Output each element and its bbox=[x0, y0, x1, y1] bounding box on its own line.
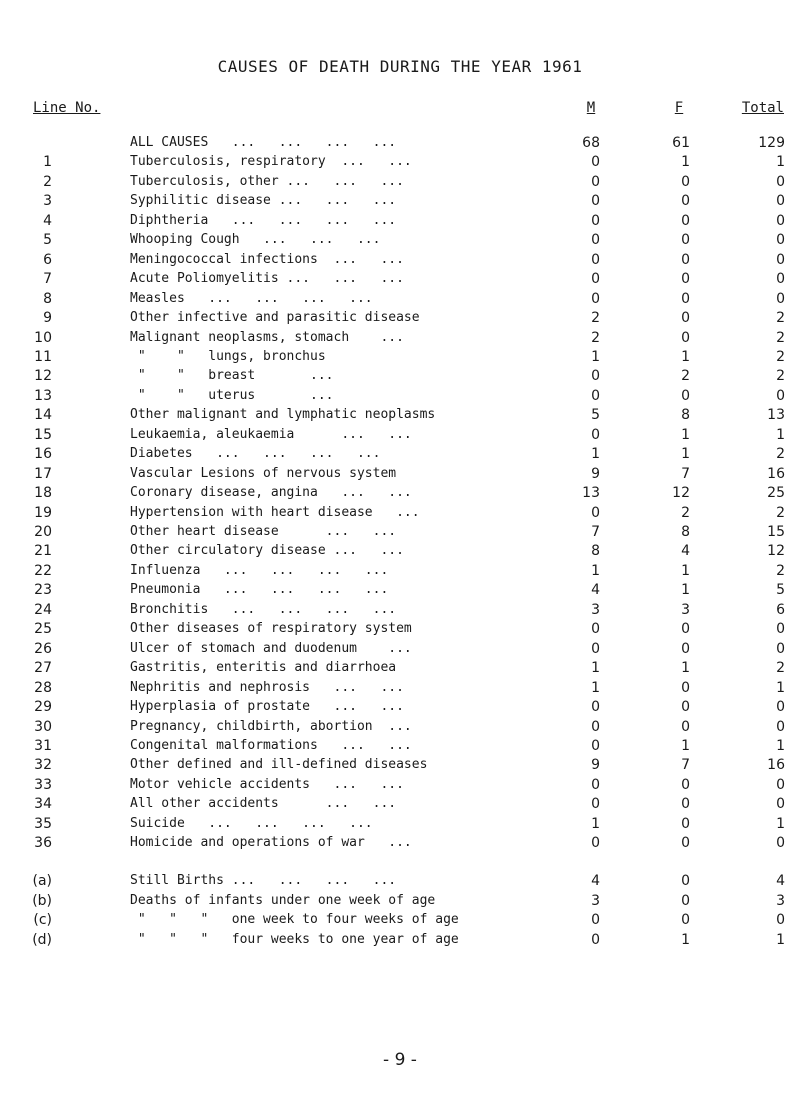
table-row bbox=[0, 659, 800, 677]
table-row bbox=[0, 892, 800, 910]
cause-label: " " breast ... bbox=[130, 368, 334, 383]
male-count: 0 bbox=[591, 291, 600, 307]
cause-label: Coronary disease, angina ... ... bbox=[130, 485, 412, 500]
total-count: 0 bbox=[776, 388, 785, 404]
line-number: 32 bbox=[34, 757, 52, 773]
total-count: 0 bbox=[776, 252, 785, 268]
table-row bbox=[0, 348, 800, 366]
cause-label: Other malignant and lymphatic neoplasms bbox=[130, 407, 436, 422]
cause-label: " " " one week to four weeks of age bbox=[130, 912, 459, 927]
total-count: 0 bbox=[776, 912, 785, 928]
total-count: 4 bbox=[776, 873, 785, 889]
total-count: 16 bbox=[767, 757, 785, 773]
total-count: 5 bbox=[776, 582, 785, 598]
female-count: 1 bbox=[681, 563, 690, 579]
line-number: 23 bbox=[34, 582, 52, 598]
male-count: 0 bbox=[591, 505, 600, 521]
female-count: 0 bbox=[681, 388, 690, 404]
line-number: 17 bbox=[34, 466, 52, 482]
female-count: 2 bbox=[681, 368, 690, 384]
cause-label: Other defined and ill-defined diseases bbox=[130, 757, 428, 772]
total-count: 0 bbox=[776, 213, 785, 229]
table-row bbox=[0, 445, 800, 463]
female-count: 0 bbox=[681, 719, 690, 735]
table-row bbox=[0, 776, 800, 794]
table-row bbox=[0, 329, 800, 347]
male-count: 0 bbox=[591, 213, 600, 229]
total-count: 2 bbox=[776, 310, 785, 326]
line-number: 16 bbox=[34, 446, 52, 462]
line-number: 9 bbox=[43, 310, 52, 326]
cause-label: Diabetes ... ... ... ... bbox=[130, 446, 381, 461]
male-count: 5 bbox=[591, 407, 600, 423]
table-row bbox=[0, 911, 800, 929]
table-row bbox=[0, 581, 800, 599]
cause-label: Other circulatory disease ... ... bbox=[130, 543, 404, 558]
female-count: 0 bbox=[681, 796, 690, 812]
total-count: 0 bbox=[776, 291, 785, 307]
cause-label: Pregnancy, childbirth, abortion ... bbox=[130, 719, 412, 734]
page-title: CAUSES OF DEATH DURING THE YEAR 1961 bbox=[217, 57, 583, 76]
total-count: 12 bbox=[767, 543, 785, 559]
female-count: 0 bbox=[681, 816, 690, 832]
table-row bbox=[0, 426, 800, 444]
table-row bbox=[0, 212, 800, 230]
cause-label: Other heart disease ... ... bbox=[130, 524, 397, 539]
header-female: F bbox=[674, 100, 684, 116]
line-number: (a) bbox=[32, 873, 52, 889]
cause-label: Hyperplasia of prostate ... ... bbox=[130, 699, 404, 714]
male-count: 0 bbox=[591, 252, 600, 268]
line-number: 33 bbox=[34, 777, 52, 793]
total-count: 2 bbox=[776, 446, 785, 462]
line-number: 24 bbox=[34, 602, 52, 618]
table-row bbox=[0, 737, 800, 755]
table-row bbox=[0, 192, 800, 210]
total-count: 15 bbox=[767, 524, 785, 540]
male-count: 0 bbox=[591, 427, 600, 443]
female-count: 1 bbox=[681, 582, 690, 598]
table-row bbox=[0, 620, 800, 638]
female-count: 3 bbox=[681, 602, 690, 618]
table-row bbox=[0, 367, 800, 385]
cause-label: Influenza ... ... ... ... bbox=[130, 563, 389, 578]
line-number: 36 bbox=[34, 835, 52, 851]
female-count: 0 bbox=[681, 174, 690, 190]
line-number: 15 bbox=[34, 427, 52, 443]
line-number: 3 bbox=[43, 193, 52, 209]
table-row bbox=[0, 465, 800, 483]
table-row bbox=[0, 270, 800, 288]
cause-label: Malignant neoplasms, stomach ... bbox=[130, 330, 404, 345]
line-number: 19 bbox=[34, 505, 52, 521]
female-count: 1 bbox=[681, 154, 690, 170]
female-count: 0 bbox=[681, 680, 690, 696]
total-count: 1 bbox=[776, 738, 785, 754]
male-count: 13 bbox=[582, 485, 600, 501]
female-count: 7 bbox=[681, 757, 690, 773]
table-row bbox=[0, 542, 800, 560]
table-row bbox=[0, 698, 800, 716]
total-count: 0 bbox=[776, 232, 785, 248]
header-total: Total bbox=[741, 100, 784, 116]
table-row bbox=[0, 153, 800, 171]
male-count: 0 bbox=[591, 641, 600, 657]
table-row bbox=[0, 834, 800, 852]
cause-label: Meningococcal infections ... ... bbox=[130, 252, 404, 267]
female-count: 1 bbox=[681, 349, 690, 365]
line-number: 14 bbox=[34, 407, 52, 423]
cause-label: Deaths of infants under one week of age bbox=[130, 893, 436, 908]
table-row bbox=[0, 601, 800, 619]
cause-label: Nephritis and nephrosis ... ... bbox=[130, 680, 404, 695]
male-count: 1 bbox=[591, 680, 600, 696]
table-row bbox=[0, 231, 800, 249]
male-count: 0 bbox=[591, 835, 600, 851]
total-count: 1 bbox=[776, 680, 785, 696]
female-count: 0 bbox=[681, 213, 690, 229]
cause-label: Leukaemia, aleukaemia ... ... bbox=[130, 427, 412, 442]
total-count: 3 bbox=[776, 893, 785, 909]
total-count: 0 bbox=[776, 699, 785, 715]
line-number: 6 bbox=[43, 252, 52, 268]
cause-label: " " " four weeks to one year of age bbox=[130, 932, 459, 947]
female-count: 0 bbox=[681, 835, 690, 851]
male-count: 0 bbox=[591, 912, 600, 928]
female-count: 0 bbox=[681, 641, 690, 657]
total-count: 6 bbox=[776, 602, 785, 618]
male-count: 0 bbox=[591, 699, 600, 715]
male-count: 3 bbox=[591, 893, 600, 909]
male-count: 0 bbox=[591, 388, 600, 404]
table-row bbox=[0, 387, 800, 405]
male-count: 4 bbox=[591, 873, 600, 889]
cause-label: Whooping Cough ... ... ... bbox=[130, 232, 381, 247]
line-number: 28 bbox=[34, 680, 52, 696]
line-number: (c) bbox=[33, 912, 52, 928]
cause-label: Bronchitis ... ... ... ... bbox=[130, 602, 397, 617]
total-count: 13 bbox=[767, 407, 785, 423]
table-row bbox=[0, 484, 800, 502]
total-count: 0 bbox=[776, 835, 785, 851]
total-count: 1 bbox=[776, 427, 785, 443]
male-count: 8 bbox=[591, 543, 600, 559]
female-count: 0 bbox=[681, 310, 690, 326]
line-number: (d) bbox=[32, 932, 52, 948]
male-count: 0 bbox=[591, 154, 600, 170]
table-row bbox=[0, 251, 800, 269]
female-count: 0 bbox=[681, 271, 690, 287]
female-count: 0 bbox=[681, 252, 690, 268]
total-count: 129 bbox=[758, 135, 785, 151]
cause-label: Congenital malformations ... ... bbox=[130, 738, 412, 753]
line-number: 18 bbox=[34, 485, 52, 501]
table-row bbox=[0, 718, 800, 736]
table-row bbox=[0, 931, 800, 949]
cause-label: Syphilitic disease ... ... ... bbox=[130, 193, 397, 208]
cause-label: Tuberculosis, respiratory ... ... bbox=[130, 154, 412, 169]
cause-label: " " lungs, bronchus bbox=[130, 349, 326, 364]
total-count: 0 bbox=[776, 621, 785, 637]
male-count: 0 bbox=[591, 368, 600, 384]
female-count: 1 bbox=[681, 738, 690, 754]
table-row bbox=[0, 504, 800, 522]
cause-label: All other accidents ... ... bbox=[130, 796, 397, 811]
line-number: 34 bbox=[34, 796, 52, 812]
female-count: 1 bbox=[681, 446, 690, 462]
table-row bbox=[0, 679, 800, 697]
line-number: 1 bbox=[43, 154, 52, 170]
male-count: 2 bbox=[591, 310, 600, 326]
header-male: M bbox=[586, 100, 596, 116]
line-number: 12 bbox=[34, 368, 52, 384]
cause-label: Diphtheria ... ... ... ... bbox=[130, 213, 397, 228]
total-count: 0 bbox=[776, 641, 785, 657]
male-count: 0 bbox=[591, 193, 600, 209]
total-count: 1 bbox=[776, 154, 785, 170]
total-count: 0 bbox=[776, 271, 785, 287]
male-count: 3 bbox=[591, 602, 600, 618]
total-count: 2 bbox=[776, 349, 785, 365]
cause-label: Homicide and operations of war ... bbox=[130, 835, 412, 850]
line-number: 35 bbox=[34, 816, 52, 832]
total-count: 16 bbox=[767, 466, 785, 482]
cause-label: Ulcer of stomach and duodenum ... bbox=[130, 641, 412, 656]
table-row bbox=[0, 406, 800, 424]
female-count: 0 bbox=[681, 912, 690, 928]
male-count: 1 bbox=[591, 660, 600, 676]
female-count: 1 bbox=[681, 932, 690, 948]
cause-label: Motor vehicle accidents ... ... bbox=[130, 777, 404, 792]
total-count: 2 bbox=[776, 330, 785, 346]
male-count: 0 bbox=[591, 174, 600, 190]
line-number: 20 bbox=[34, 524, 52, 540]
male-count: 0 bbox=[591, 738, 600, 754]
cause-label: Other infective and parasitic disease bbox=[130, 310, 420, 325]
cause-label: Gastritis, enteritis and diarrhoea bbox=[130, 660, 397, 675]
female-count: 8 bbox=[681, 407, 690, 423]
line-number: 10 bbox=[34, 330, 52, 346]
male-count: 1 bbox=[591, 563, 600, 579]
female-count: 1 bbox=[681, 660, 690, 676]
line-number: 5 bbox=[43, 232, 52, 248]
male-count: 1 bbox=[591, 446, 600, 462]
total-count: 2 bbox=[776, 505, 785, 521]
female-count: 7 bbox=[681, 466, 690, 482]
header-line-no: Line No. bbox=[33, 100, 101, 116]
cause-label: Pneumonia ... ... ... ... bbox=[130, 582, 389, 597]
line-number: 22 bbox=[34, 563, 52, 579]
male-count: 0 bbox=[591, 232, 600, 248]
cause-label: Hypertension with heart disease ... bbox=[130, 505, 420, 520]
male-count: 68 bbox=[582, 135, 600, 151]
female-count: 12 bbox=[672, 485, 690, 501]
table-row bbox=[0, 134, 800, 152]
female-count: 0 bbox=[681, 873, 690, 889]
line-number: 4 bbox=[43, 213, 52, 229]
female-count: 0 bbox=[681, 330, 690, 346]
line-number: 13 bbox=[34, 388, 52, 404]
cause-label: Suicide ... ... ... ... bbox=[130, 816, 373, 831]
table-row bbox=[0, 290, 800, 308]
total-count: 0 bbox=[776, 174, 785, 190]
total-count: 1 bbox=[776, 932, 785, 948]
cause-label: Other diseases of respiratory system bbox=[130, 621, 412, 636]
line-number: 30 bbox=[34, 719, 52, 735]
total-count: 0 bbox=[776, 777, 785, 793]
total-count: 2 bbox=[776, 563, 785, 579]
total-count: 2 bbox=[776, 660, 785, 676]
male-count: 1 bbox=[591, 816, 600, 832]
cause-label: ALL CAUSES ... ... ... ... bbox=[130, 135, 397, 150]
line-number: 27 bbox=[34, 660, 52, 676]
line-number: 2 bbox=[43, 174, 52, 190]
male-count: 9 bbox=[591, 466, 600, 482]
table-row bbox=[0, 309, 800, 327]
total-count: 2 bbox=[776, 368, 785, 384]
page-number: - 9 - bbox=[383, 1050, 417, 1070]
female-count: 0 bbox=[681, 893, 690, 909]
male-count: 0 bbox=[591, 777, 600, 793]
table-row bbox=[0, 523, 800, 541]
male-count: 0 bbox=[591, 719, 600, 735]
male-count: 7 bbox=[591, 524, 600, 540]
total-count: 0 bbox=[776, 796, 785, 812]
female-count: 0 bbox=[681, 621, 690, 637]
total-count: 0 bbox=[776, 719, 785, 735]
line-number: 29 bbox=[34, 699, 52, 715]
table-row bbox=[0, 872, 800, 890]
male-count: 0 bbox=[591, 271, 600, 287]
table-row bbox=[0, 795, 800, 813]
female-count: 2 bbox=[681, 505, 690, 521]
line-number: 11 bbox=[34, 349, 52, 365]
male-count: 0 bbox=[591, 796, 600, 812]
cause-label: Tuberculosis, other ... ... ... bbox=[130, 174, 404, 189]
table-row bbox=[0, 756, 800, 774]
male-count: 9 bbox=[591, 757, 600, 773]
line-number: 21 bbox=[34, 543, 52, 559]
cause-label: " " uterus ... bbox=[130, 388, 334, 403]
cause-label: Measles ... ... ... ... bbox=[130, 291, 373, 306]
line-number: 7 bbox=[43, 271, 52, 287]
line-number: (b) bbox=[32, 893, 52, 909]
male-count: 0 bbox=[591, 932, 600, 948]
cause-label: Vascular Lesions of nervous system bbox=[130, 466, 397, 481]
total-count: 25 bbox=[767, 485, 785, 501]
female-count: 0 bbox=[681, 699, 690, 715]
female-count: 0 bbox=[681, 777, 690, 793]
female-count: 0 bbox=[681, 232, 690, 248]
cause-label: Still Births ... ... ... ... bbox=[130, 873, 397, 888]
female-count: 8 bbox=[681, 524, 690, 540]
line-number: 8 bbox=[43, 291, 52, 307]
female-count: 0 bbox=[681, 193, 690, 209]
table-row bbox=[0, 562, 800, 580]
female-count: 4 bbox=[681, 543, 690, 559]
table-row bbox=[0, 173, 800, 191]
line-number: 31 bbox=[34, 738, 52, 754]
table-row bbox=[0, 815, 800, 833]
line-number: 25 bbox=[34, 621, 52, 637]
total-count: 0 bbox=[776, 193, 785, 209]
male-count: 4 bbox=[591, 582, 600, 598]
line-number: 26 bbox=[34, 641, 52, 657]
table-row bbox=[0, 640, 800, 658]
male-count: 2 bbox=[591, 330, 600, 346]
male-count: 0 bbox=[591, 621, 600, 637]
female-count: 61 bbox=[672, 135, 690, 151]
female-count: 1 bbox=[681, 427, 690, 443]
total-count: 1 bbox=[776, 816, 785, 832]
female-count: 0 bbox=[681, 291, 690, 307]
male-count: 1 bbox=[591, 349, 600, 365]
cause-label: Acute Poliomyelitis ... ... ... bbox=[130, 271, 404, 286]
